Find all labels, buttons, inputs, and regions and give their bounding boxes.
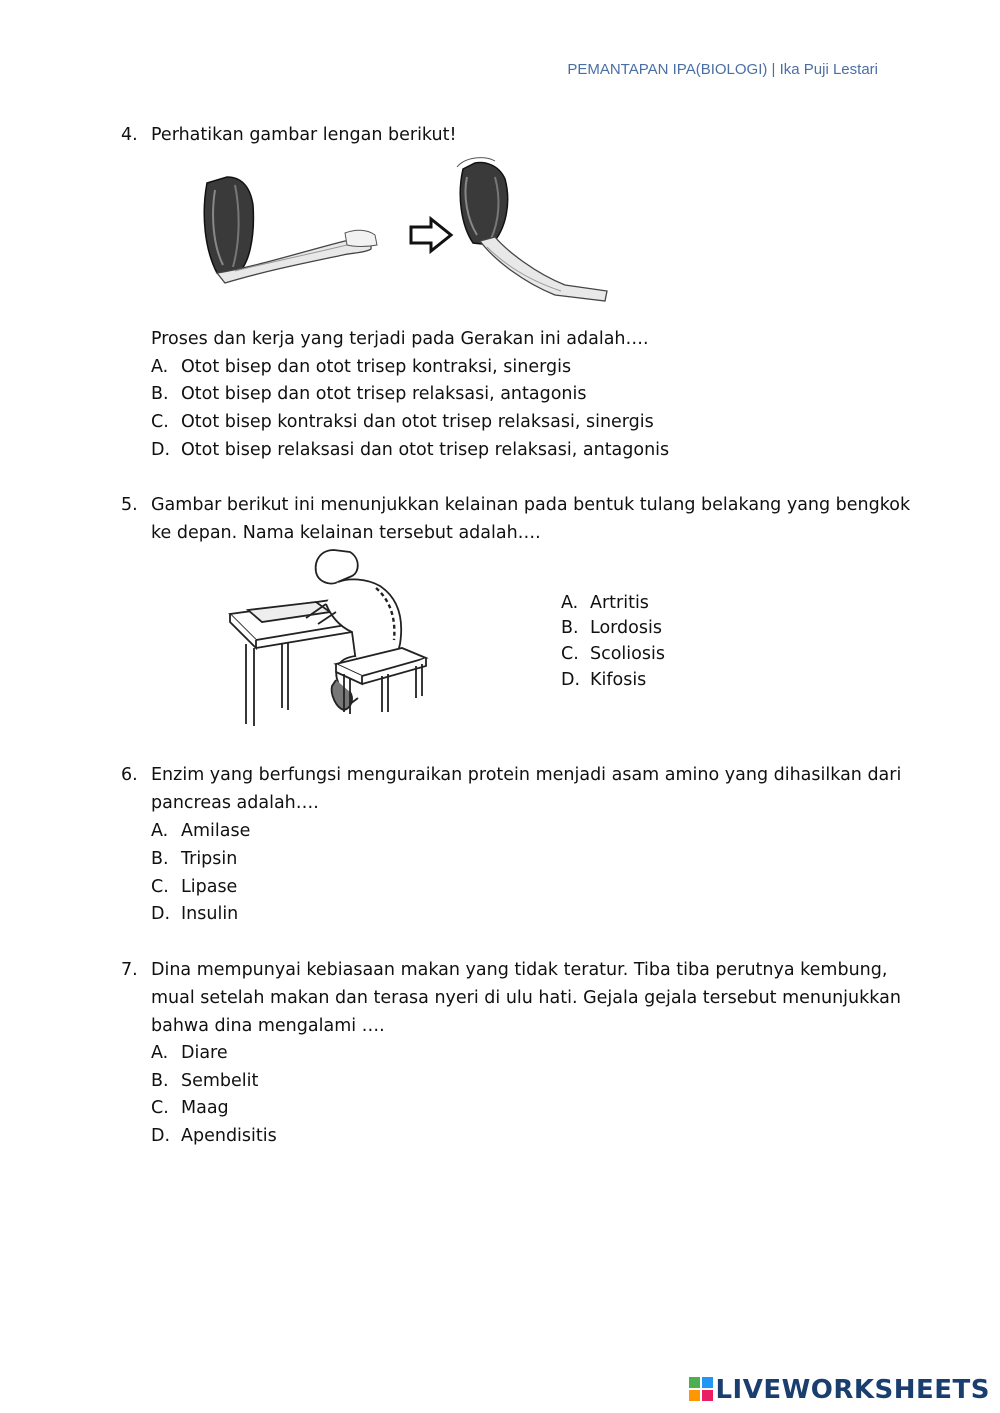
option-text: Otot bisep relaksasi dan otot trisep relaksasi, antagonis (181, 440, 670, 460)
q7-option-b[interactable] (151, 1071, 258, 1091)
option-letter: B. (151, 384, 169, 404)
option-letter: D. (151, 440, 171, 460)
option-text: Maag (181, 1098, 229, 1118)
option-text: Sembelit (181, 1071, 259, 1091)
q7-question-line-2: mual setelah makan dan terasa nyeri di ulu hati. Gejala gejala tersebut menunjukkan (151, 988, 901, 1008)
option-letter: A. (151, 821, 169, 841)
option-text: Scoliosis (590, 644, 665, 664)
direction-arrow (411, 219, 451, 251)
q7-option-c[interactable] (151, 1098, 229, 1118)
q6-question-line-2: pancreas adalah…. (151, 793, 319, 813)
option-text: Otot bisep dan otot trisep relaksasi, antagonis (181, 384, 587, 404)
q6-option-a[interactable] (151, 821, 250, 841)
option-text: Amilase (181, 821, 251, 841)
option-letter: C. (151, 1098, 169, 1118)
option-text: Diare (181, 1043, 228, 1063)
q7-question-line-1: Dina mempunyai kebiasaan makan yang tidak teratur. Tiba tiba perutnya kembung, (151, 960, 888, 980)
option-letter: D. (151, 904, 171, 924)
q5-question-line-2: ke depan. Nama kelainan tersebut adalah…. (151, 523, 541, 543)
q7-option-a[interactable] (151, 1043, 228, 1063)
q6-number: 6. (121, 765, 138, 785)
option-text: Otot bisep dan otot trisep kontraksi, sinergis (181, 357, 572, 377)
q4-option-b[interactable] (151, 384, 586, 404)
option-letter: C. (151, 877, 169, 897)
liveworksheets-brand[interactable] (689, 1375, 990, 1405)
option-letter: B. (151, 849, 169, 869)
kyphosis-posture-illustration (226, 548, 436, 730)
q7-number: 7. (121, 960, 138, 980)
q4-number: 4. (121, 125, 138, 145)
option-letter: C. (151, 412, 169, 432)
option-text: Tripsin (181, 849, 238, 869)
option-letter: D. (561, 670, 581, 690)
page-header: PEMANTAPAN IPA(BIOLOGI) | Ika Puji Lestari (567, 61, 878, 78)
option-text: Lordosis (590, 618, 662, 638)
q6-option-d[interactable] (151, 904, 238, 924)
q6-question-line-1: Enzim yang berfungsi menguraikan protein menjadi asam amino yang dihasilkan dari (151, 765, 902, 785)
option-letter: B. (151, 1071, 169, 1091)
option-text: Otot bisep kontraksi dan otot trisep relaksasi, sinergis (181, 412, 654, 432)
option-letter: A. (151, 1043, 169, 1063)
q5-number: 5. (121, 495, 138, 515)
q5-option-a[interactable] (561, 593, 649, 613)
option-letter: B. (561, 618, 579, 638)
option-text: Lipase (181, 877, 238, 897)
q6-option-c[interactable] (151, 877, 237, 897)
q4-option-d[interactable] (151, 440, 669, 460)
option-letter: A. (561, 593, 579, 613)
liveworksheets-logo-icon (689, 1377, 713, 1401)
q4-option-c[interactable] (151, 412, 654, 432)
option-letter: C. (561, 644, 579, 664)
q4-question: Perhatikan gambar lengan berikut! (151, 125, 457, 145)
q5-option-d[interactable] (561, 670, 646, 690)
q6-option-b[interactable] (151, 849, 237, 869)
q4-option-a[interactable] (151, 357, 571, 377)
q7-option-d[interactable] (151, 1126, 277, 1146)
arm-extended-figure (204, 177, 377, 283)
option-letter: A. (151, 357, 169, 377)
brand-name: LIVEWORKSHEETS (715, 1375, 990, 1405)
q5-option-b[interactable] (561, 618, 662, 638)
q4-prompt: Proses dan kerja yang terjadi pada Gerakan ini adalah…. (151, 329, 649, 349)
q7-question-line-3: bahwa dina mengalami …. (151, 1016, 385, 1036)
option-text: Kifosis (590, 670, 647, 690)
q5-question-line-1: Gambar berikut ini menunjukkan kelainan pada bentuk tulang belakang yang bengkok (151, 495, 911, 515)
option-text: Insulin (181, 904, 239, 924)
option-text: Artritis (590, 593, 649, 613)
arm-flexion-illustration (195, 155, 625, 315)
option-letter: D. (151, 1126, 171, 1146)
q5-option-c[interactable] (561, 644, 665, 664)
arm-flexed-figure (457, 158, 607, 301)
option-text: Apendisitis (181, 1126, 277, 1146)
